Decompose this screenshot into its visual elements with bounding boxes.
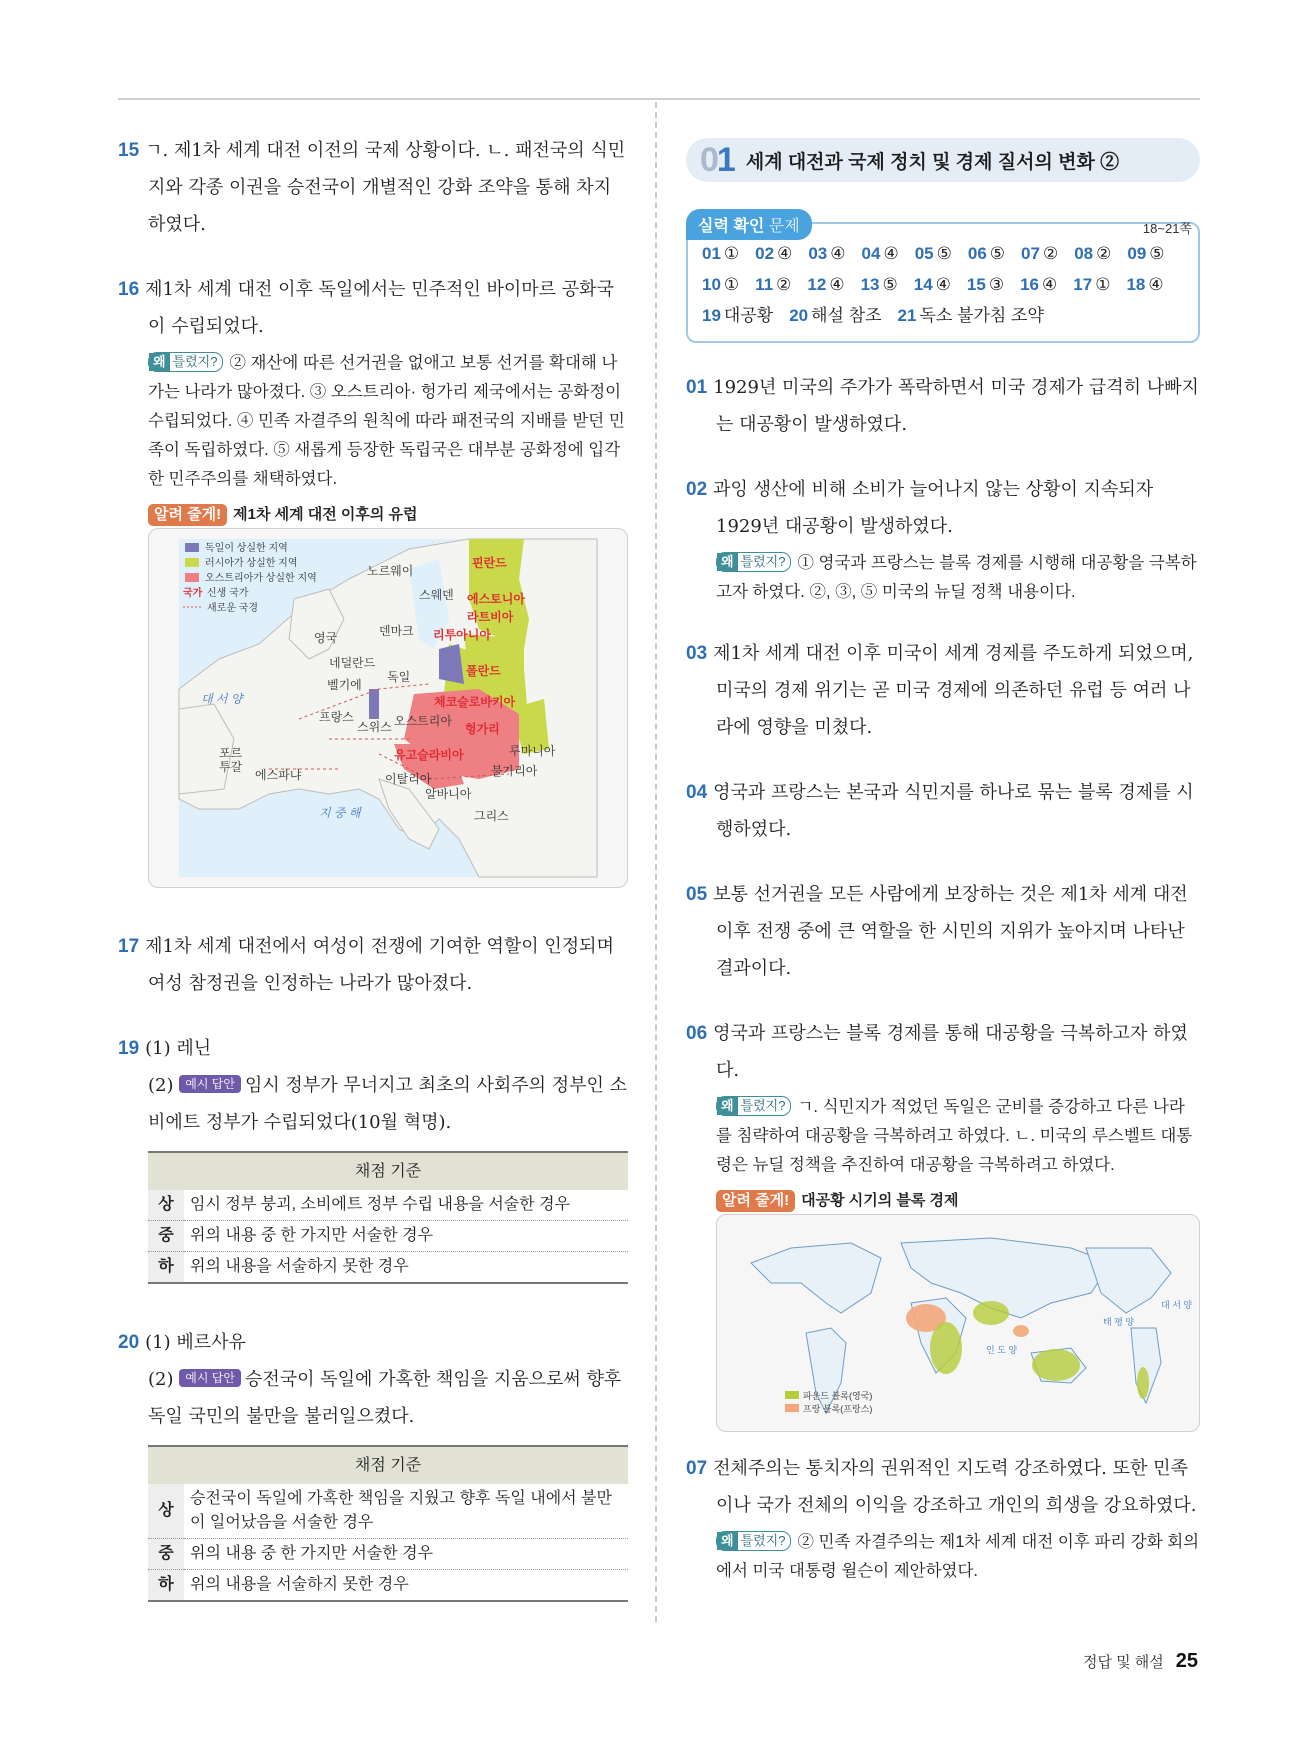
left-column [118,132,628,1630]
answer-key-item: 05 ⑤ [914,244,952,263]
question-number: 07 [686,1458,708,1479]
answer-key-item: 15 ③ [966,275,1005,294]
question-15 [118,132,628,243]
answer-key-pages: 18~21쪽 [1142,221,1192,236]
question-text: 보통 선거권을 모든 사람에게 보장하는 것은 제1차 세계 대전 이후 전쟁 중에 큰 역할을 한 시민의 지위가 높아지며 나타난 결과이다. [713,884,1188,979]
legend-item: 새로운 국경 [207,603,259,614]
question-number: 16 [118,279,140,300]
map-label: 에스파냐 [255,768,302,782]
answer-key-item: 19 대공황 [702,306,774,325]
answer-key-item: 08 ② [1074,244,1112,263]
why-wrong-badge: 왜 틀렸지? [716,552,791,572]
answer-key-item: 10 ① [702,275,740,294]
answer-key-item: 17 ① [1073,275,1111,294]
section-title: 세계 대전과 국제 정치 및 경제 질서의 변화 ② [745,151,1120,173]
footer-label: 정답 및 해설 [1082,1654,1164,1671]
grade-level: 하 [148,1570,184,1602]
map-label: 이탈리아 [385,772,432,786]
europe-map-frame [148,528,628,888]
map-label: 독일 [387,670,411,684]
map-label: 라트비아 [467,610,514,624]
grade-level: 상 [148,1190,184,1221]
europe-map [179,539,597,877]
map-label: 리투아니아 [433,628,491,642]
question-number: 19 [118,1038,140,1059]
legend-item: 독일이 상실한 지역 [205,543,288,554]
grade-desc: 위의 내용 중 한 가지만 서술한 경우 [184,1539,628,1570]
map-label: 그리스 [474,809,509,823]
map-label: 덴마크 [379,624,414,638]
answer-key-item: 01 ① [702,244,740,263]
tip-tag: 알려 줄게! [148,504,227,526]
question-text: 영국과 프랑스는 블록 경제를 통해 대공황을 극복하고자 하였다. [713,1023,1188,1081]
question-number: 06 [686,1023,708,1044]
legend-item: 러시아가 상실한 지역 [205,558,298,569]
grading-table [148,1151,628,1284]
page-footer [1083,1650,1198,1673]
map-label: 핀란드 [472,556,507,570]
answer-key-item: 02 ④ [755,244,793,263]
question-text: 제1차 세계 대전 이후 독일에서는 민주적인 바이마르 공화국이 수립되었다. [145,279,614,337]
grade-level: 하 [148,1252,184,1284]
section-title-bar [686,138,1200,182]
page-number: 25 [1175,1650,1198,1672]
answer-key-item: 06 ⑤ [967,244,1006,263]
answer-key-item: 11 ② [755,275,792,294]
answer-key-item: 20 해설 참조 [789,306,882,325]
answer-key-item: 07 ② [1021,244,1059,263]
example-answer-badge: 예시 답안 [179,1075,241,1093]
answer-key-item: 16 ④ [1020,275,1058,294]
why-wrong-note [686,549,1200,607]
question-05 [686,876,1200,987]
grade-level: 상 [148,1484,184,1539]
answer-key-item: 09 ⑤ [1127,244,1165,263]
map-label: 투갈 [219,760,243,774]
legend-item: 프랑 블록(프랑스) [803,1404,873,1414]
map-label: 네덜란드 [329,656,376,670]
example-answer-badge: 예시 답안 [179,1369,241,1387]
why-wrong-text: ① 영국과 프랑스는 블록 경제를 시행해 대공황을 극복하고자 하였다. ②, ③, ⑤ 미국의 뉴딜 정책 내용이다. [716,554,1197,601]
tip-title: 제1차 세계 대전 이후의 유럽 [233,506,418,523]
ocean-label: 태 평 양 [1103,1317,1135,1327]
map-label: 대 서 양 [201,692,243,706]
map-label: 스위스 [357,720,392,734]
map-label: 지 중 해 [319,806,361,820]
grading-table-head: 채점 기준 [148,1446,628,1484]
map-label: 헝가리 [465,722,500,736]
question-text: 전체주의는 통치자의 권위적인 지도력 강조하였다. 또한 민족이나 국가 전체의 이익을 강조하고 개인의 희생을 강요하였다. [713,1458,1197,1516]
why-wrong-badge: 왜 틀렸지? [716,1531,791,1551]
question-20: 20 (1) 베르사유 (2) 예시 답안 승전국이 독일에 가혹한 책임을 지움으로써 향후 독일 국민의 불만을 불러일으켰다. 채점 기준 상 승전국이 독일에 가혹한 책임을 지웠고 향후 독일 내에서 불만이 일어났음을 서술한 경우 중 위의 내용 중 한 가지만 서술한 경우 하 위의 내용을 서술하지 못한 경우 [118,1324,628,1602]
question-03 [686,635,1200,746]
question-17 [118,928,628,1002]
legend-item: 신생 국가 [207,588,249,599]
section-number: 01 [700,140,734,179]
question-07 [686,1450,1200,1586]
top-rule [118,98,1200,100]
question-number: 20 [118,1332,140,1353]
grade-desc: 위의 내용 중 한 가지만 서술한 경우 [184,1221,628,1252]
world-map [731,1223,1193,1423]
tip-box [148,504,628,888]
map-label: 영국 [314,631,338,645]
legend-item: 국가 [183,588,203,599]
question-text: 과잉 생산에 비해 소비가 늘어나지 않는 상황이 지속되자 1929년 대공황이 발생하였다. [713,479,1154,537]
answer-key-item: 18 ④ [1126,275,1164,294]
answer-key-tab: 실력 확인 문제 [686,209,812,240]
question-text: 1929년 미국의 주가가 폭락하면서 미국 경제가 급격히 나빠지는 대공황이 발생하였다. [713,377,1199,435]
question-number: 17 [118,936,140,957]
question-text: ㄱ. 제1차 세계 대전 이전의 국제 상황이다. ㄴ. 패전국의 식민지와 각종 이권을 승전국이 개별적인 강화 조약을 통해 차지하였다. [145,140,626,235]
question-19: 19 (1) 레닌 (2) 예시 답안 임시 정부가 무너지고 최초의 사회주의 정부인 소비에트 정부가 수립되었다(10월 혁명). 채점 기준 상 임시 정부 붕괴, 소비에트 정부 수립 내용을 서술한 경우 중 위의 내용 중 한 가지만 서술한 경우 하 위의 내용을 서술하지 못한 경우 [118,1030,628,1284]
why-wrong-note [118,349,628,494]
question-01 [686,369,1200,443]
why-wrong-badge: 왜 틀렸지? [148,352,223,372]
why-wrong-badge: 왜 틀렸지? [716,1096,791,1116]
answer-key-item: 14 ④ [913,275,951,294]
why-wrong-note [686,1528,1200,1586]
map-label: 폴란드 [466,664,501,678]
question-number: 02 [686,479,708,500]
question-text: 제1차 세계 대전에서 여성이 전쟁에 기여한 역할이 인정되며 여성 참정권을 인정하는 나라가 많아졌다. [145,936,614,994]
pound-bloc-region [930,1322,962,1374]
map-label: 체코슬로바키아 [434,695,516,709]
answer-key-item: 03 ④ [808,244,846,263]
grade-level: 중 [148,1539,184,1570]
tip-box [716,1190,1200,1432]
question-number: 04 [686,782,708,803]
grade-desc: 위의 내용을 서술하지 못한 경우 [184,1252,628,1284]
map-label: 루마니아 [509,744,556,758]
why-wrong-note [686,1093,1200,1180]
tip-title: 대공황 시기의 블록 경제 [801,1192,959,1209]
why-wrong-text: ② 재산에 따른 선거권을 없애고 보통 선거를 확대해 나가는 나라가 많아졌다. ③ 오스트리아· 헝가리 제국에서는 공화정이 수립되었다. ④ 민족 자결주의 원칙에 따라 패전국의 지배를 받던 민족이 독립하였다. ⑤ 새롭게 등장한 독립국은 대부분 공화정에 입각한 민주주의를 채택하였다. [148,354,625,488]
question-number: 03 [686,643,708,664]
question-number: 05 [686,884,708,905]
ocean-label: 인 도 양 [986,1345,1018,1355]
column-divider [655,102,657,1622]
right-column [686,132,1200,1614]
ocean-label: 대 서 양 [1161,1300,1193,1310]
map-label: 벨기에 [327,678,362,692]
map-label: 불가리아 [491,764,538,778]
map-label: 알바니아 [425,787,472,801]
answer-key-item: 13 ⑤ [860,275,898,294]
answer-part2: 임시 정부가 무너지고 최초의 사회주의 정부인 소비에트 정부가 수립되었다(10월 혁명). [148,1075,628,1133]
answer-part1: (1) 레닌 [145,1038,212,1059]
answer-key-item: 21 독소 불가침 조약 [897,306,1044,325]
answer-part1: (1) 베르사유 [145,1332,246,1353]
answer-key-item: 12 ④ [807,275,845,294]
map-label: 오스트리아 [394,714,452,728]
question-text: 제1차 세계 대전 이후 미국이 세계 경제를 주도하게 되었으며, 미국의 경제 위기는 곧 미국 경제에 의존하던 유럽 등 여러 나라에 영향을 미쳤다. [713,643,1194,738]
answer-key-box [686,218,1200,343]
why-wrong-text: ㄱ. 식민지가 적었던 독일은 군비를 증강하고 다른 나라를 침략하여 대공황을 극복하려고 하였다. ㄴ. 미국의 루스벨트 대통령은 뉴딜 정책을 추진하여 대공황을 극복하려고 하였다. [716,1098,1193,1174]
answer-key-item: 04 ④ [861,244,899,263]
grading-table-head: 채점 기준 [148,1152,628,1190]
map-label: 포르 [219,746,243,760]
why-wrong-text: ② 민족 자결주의는 제1차 세계 대전 이후 파리 강화 회의에서 미국 대통령 윌슨이 제안하였다. [716,1533,1200,1580]
world-map-frame [716,1214,1200,1432]
answer-key-grid [702,238,1184,331]
grade-desc: 임시 정부 붕괴, 소비에트 정부 수립 내용을 서술한 경우 [184,1190,628,1221]
grade-desc: 위의 내용을 서술하지 못한 경우 [184,1570,628,1602]
grading-table [148,1445,628,1602]
question-text: 영국과 프랑스는 본국과 식민지를 하나로 묶는 블록 경제를 시행하였다. [713,782,1194,840]
answer-part2: 승전국이 독일에 가혹한 책임을 지움으로써 향후 독일 국민의 불만을 불러일으켰다. [148,1369,622,1427]
question-04 [686,774,1200,848]
map-label: 유고슬라비아 [394,748,464,762]
question-number: 15 [118,140,140,161]
question-02 [686,471,1200,607]
grade-level: 중 [148,1221,184,1252]
question-16 [118,271,628,888]
grade-desc: 승전국이 독일에 가혹한 책임을 지웠고 향후 독일 내에서 불만이 일어났음을 서술한 경우 [184,1484,628,1539]
map-label: 에스토니아 [467,592,525,606]
map-label: 노르웨이 [367,564,414,578]
tip-tag: 알려 줄게! [716,1190,795,1212]
question-number: 01 [686,377,708,398]
legend-item: 파운드 블록(영국) [803,1391,873,1401]
legend-item: 오스트리아가 상실한 지역 [205,573,317,584]
map-label: 스웨덴 [419,588,454,602]
question-06 [686,1015,1200,1432]
map-label: 프랑스 [319,710,354,724]
